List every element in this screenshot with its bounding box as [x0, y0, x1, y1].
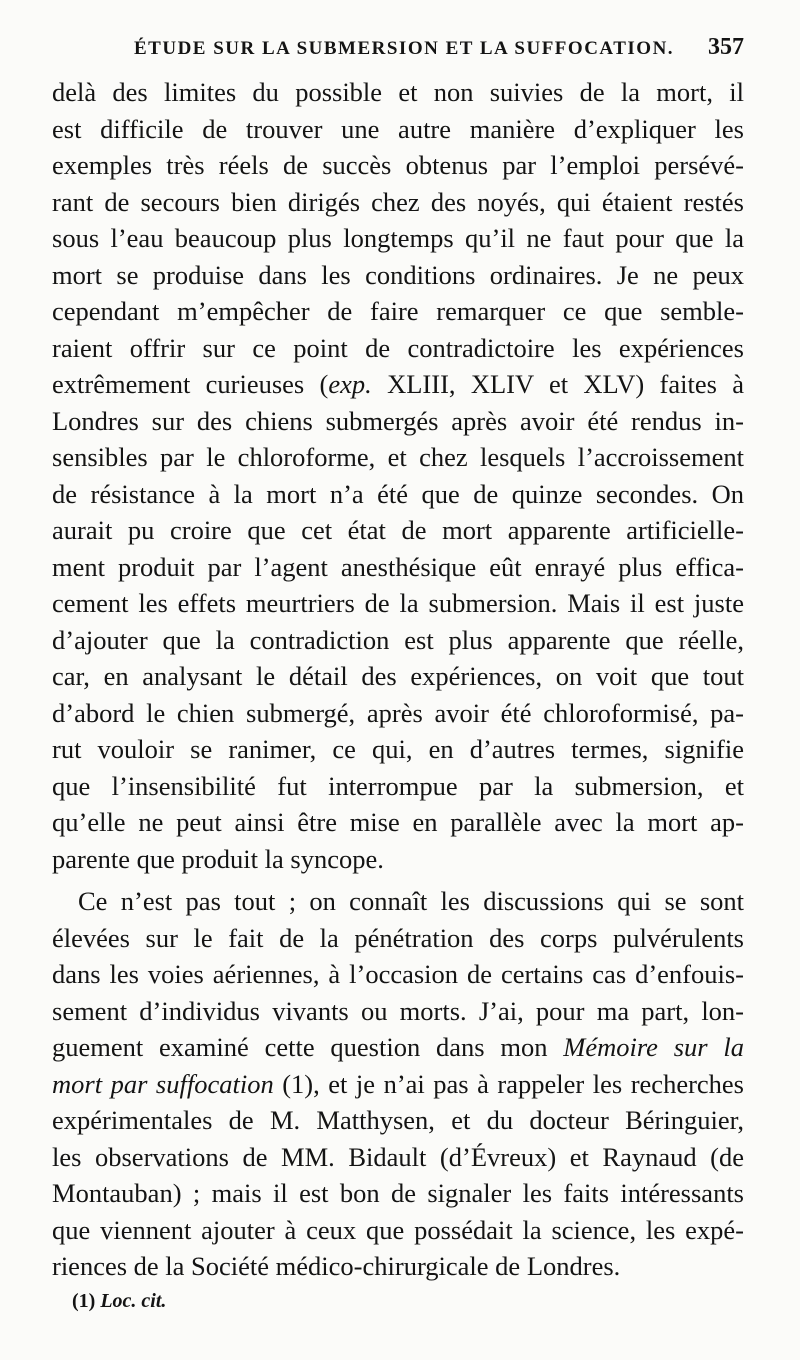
text-line: de résistance à la mort n’a été que de quinze secondes. On	[52, 478, 744, 509]
text-line: riences de la Société médico-chirurgicale de Londres.	[52, 1251, 621, 1281]
text-line: élevées sur le fait de la pénétration des corps pulvérulents	[52, 922, 744, 953]
text-segment: (1), et je n’ai pas à rappeler les recherches	[273, 1068, 744, 1099]
text-line: d’ajouter que la contradiction est plus apparente que réelle,	[52, 624, 744, 655]
text-line: ment produit par l’agent anesthésique eût enrayé plus effica-	[52, 551, 744, 582]
text-line: raient offrir sur ce point de contradictoire les expériences	[52, 332, 744, 363]
text-line: expérimentales de M. Matthysen, et du docteur Béringuier,	[52, 1105, 744, 1135]
text-line: cement les effets meurtriers de la submersion. Mais il est juste	[52, 588, 744, 618]
text-line	[52, 1066, 744, 1103]
text-line: d’abord le chien submergé, après avoir été chloroformisé, pa-	[52, 697, 744, 728]
text-line: rant de secours bien dirigés chez des noyés, qui étaient restés	[52, 186, 744, 217]
text-line: Ce n’est pas tout ; on connaît les discussions qui se sont	[78, 886, 744, 916]
text-line: car, en analysant le détail des expériences, on voit que tout	[52, 661, 744, 691]
running-head	[50, 34, 744, 70]
text-line: les observations de MM. Bidault (d’Évreux) et Raynaud (de	[52, 1141, 744, 1172]
running-title: ÉTUDE SUR LA SUBMERSION ET LA SUFFOCATION.	[134, 38, 675, 59]
text-line: Montauban) ; mais il est bon de signaler les faits intéressants	[52, 1178, 744, 1208]
text-segment: XLIII, XLIV et XLV) faites à	[371, 369, 744, 399]
text-line: exemples très réels de succès obtenus par l’emploi persévé-	[52, 150, 744, 180]
text-line: que viennent ajouter à ceux que possédait la science, les expé-	[52, 1214, 744, 1245]
text-line	[52, 1029, 744, 1066]
text-segment: extrêmement curieuses (	[52, 369, 329, 399]
text-line: cependant m’empêcher de faire remarquer ce que semble-	[52, 296, 744, 326]
italic-citation: exp.	[328, 369, 372, 399]
text-line: sensibles par le chloroforme, et chez lesquels l’accroissement	[52, 442, 744, 472]
text-line: rut vouloir se ranimer, ce qui, en d’autres termes, signifie	[52, 734, 744, 764]
paragraph-1	[52, 74, 744, 877]
footnote-text: Loc. cit.	[100, 1290, 167, 1312]
text-line: parente que produit la syncope.	[52, 843, 384, 874]
text-line: qu’elle ne peut ainsi être mise en parallèle avec la mort ap-	[52, 807, 744, 837]
footnote	[72, 1290, 166, 1313]
italic-title: mort par suffocation	[52, 1068, 274, 1099]
text-line: delà des limites du possible et non suivies de la mort, il	[52, 77, 744, 107]
text-line: sous l’eau beaucoup plus longtemps qu’il ne faut pour que la	[52, 223, 744, 253]
body-text	[52, 74, 744, 1285]
page-number: 357	[708, 34, 744, 60]
text-line: aurait pu croire que cet état de mort apparente artificielle-	[52, 515, 744, 545]
paragraph-2	[52, 883, 744, 1285]
text-line: sement d’individus vivants ou morts. J’ai, pour ma part, lon-	[52, 995, 744, 1026]
text-line: est difficile de trouver une autre manière d’expliquer les	[52, 113, 744, 144]
text-line: Londres sur des chiens submergés après avoir été rendus in-	[52, 405, 744, 436]
text-line: mort se produise dans les conditions ordinaires. Je ne peux	[52, 259, 744, 290]
footnote-marker: (1)	[72, 1290, 96, 1312]
italic-title: Mémoire sur la	[563, 1032, 744, 1062]
text-line: que l’insensibilité fut interrompue par la submersion, et	[52, 770, 744, 801]
text-line: dans les voies aériennes, à l’occasion de certains cas d’enfouis-	[52, 959, 744, 989]
text-line	[52, 366, 744, 403]
text-segment: guement examiné cette question dans mon	[52, 1032, 564, 1062]
